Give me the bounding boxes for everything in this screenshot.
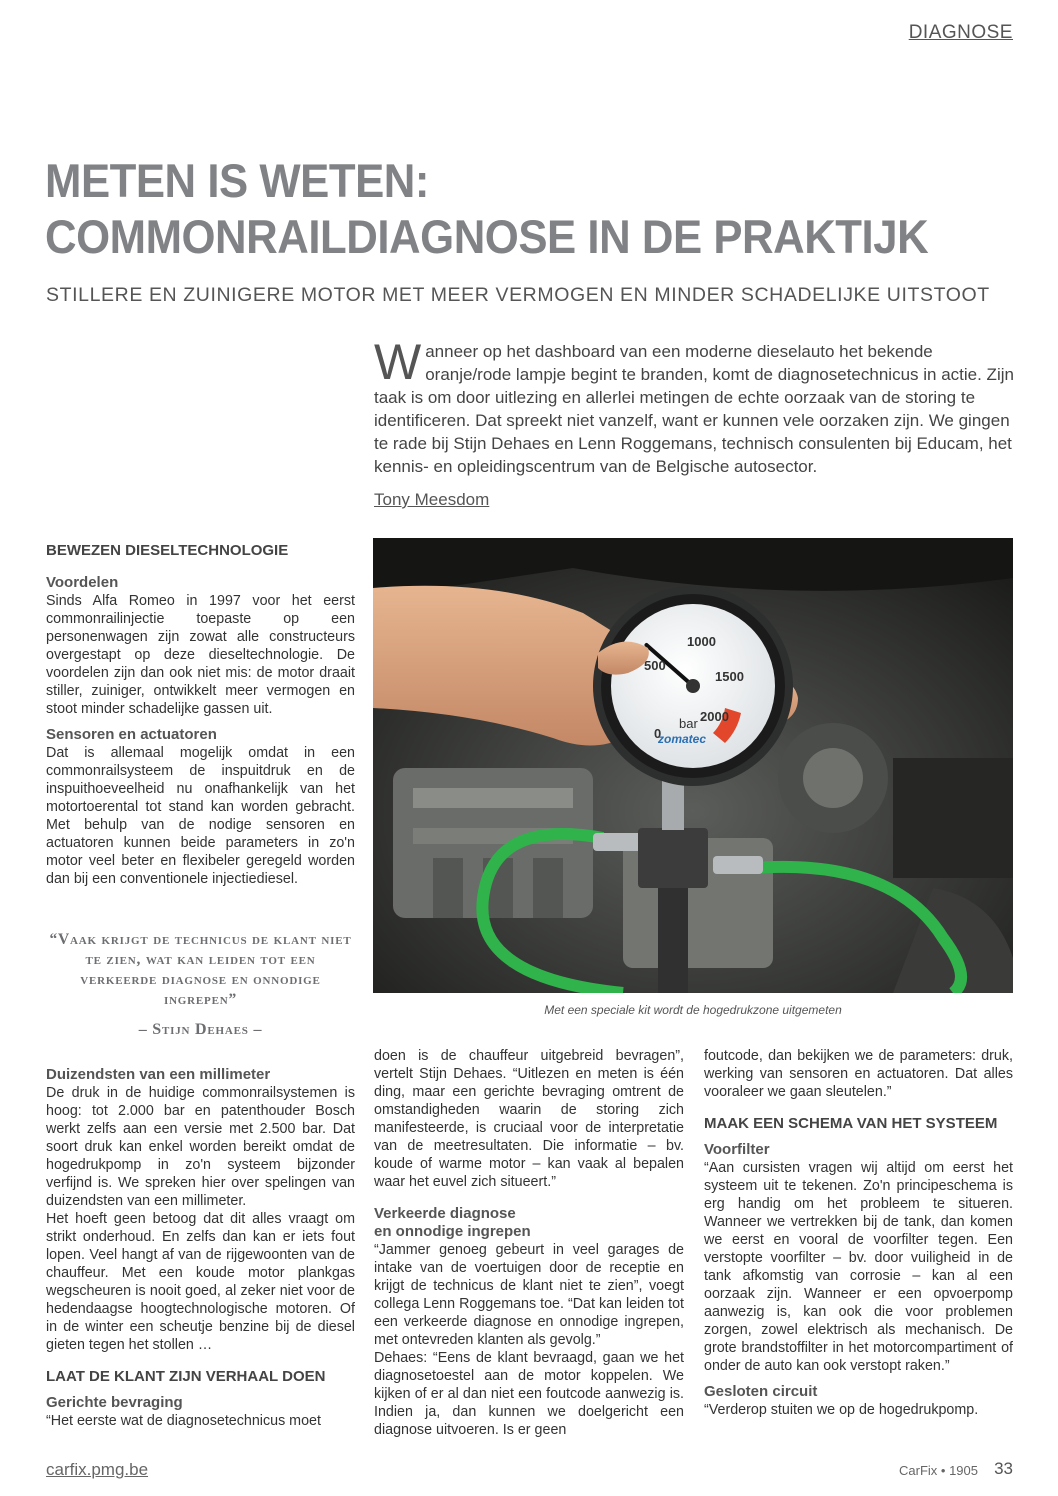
gauge-brand: zomatec [658, 732, 707, 746]
paragraph-voordelen: Sinds Alfa Romeo in 1997 voor het eerst commonrailinjectie toepaste op een personenwagen zijn zowat alle constructeurs overgestapt op deze dieseltechnologie. De voordelen zijn dan ook niet mis: de motor draait stiller, zuiniger, ontwikkelt meer vermogen en stoot minder schadelijke gassen uit. [46, 593, 355, 717]
article-photo [373, 538, 1013, 993]
paragraph-bevraging-start: “Het eerste wat de diagnosetechnicus moet [46, 1413, 321, 1429]
pressure-gauge [593, 586, 793, 786]
section-tag: DIAGNOSE [908, 22, 1013, 43]
gauge-tick-1500: 1500 [715, 669, 744, 684]
article-title [45, 153, 956, 265]
subheading-voordelen: Voordelen [46, 574, 119, 591]
title-line-2: COMMONRAILDIAGNOSE IN DE PRAKTIJK [45, 210, 929, 263]
subheading-voorfilter: Voorfilter [704, 1141, 770, 1158]
subheading-bevraging: Gerichte bevraging [46, 1394, 183, 1411]
intro-text: anneer op het dashboard van een moderne dieselauto het bekende oranje/rode lampje begint te branden, komt de diagnosetechnicus in actie. Zijn taak is om door uitlezing en allerlei metingen de echte oorzaak van de storing te identificeren. Dat spreekt niet vanzelf, want er kunnen vele oorzaken zijn. We gingen te rade bij Stijn Dehaes en Lenn Roggemans, technisch consulenten bij Educam, het kennis- en opleidingscentrum van de Belgische autosector. [374, 342, 1014, 476]
subheading-gesloten-circuit: Gesloten circuit [704, 1383, 818, 1400]
column-middle [374, 1047, 684, 1439]
article-subtitle: STILLERE EN ZUINIGERE MOTOR MET MEER VERMOGEN EN MINDER SCHADELIJKE UITSTOOT [46, 284, 990, 306]
paragraph-sensoren: Dat is allemaal mogelijk omdat in een commonrailsysteem de inspuitdruk en de inspuithoeveelheid nu onafhankelijk van het motortoerental tot stand kan worden gebracht. Met behulp van de nodige sensoren en actuatoren kunnen beide parameters in zo'n motor veel beter en flexibeler geregeld worden dan bij een conventionele injectiediesel. [46, 745, 355, 887]
photo-caption: Met een speciale kit wordt de hogedrukzone uitgemeten [544, 1003, 842, 1017]
footer-url[interactable]: carfix.pmg.be [46, 1460, 149, 1479]
gauge-tick-2000: 2000 [700, 709, 729, 724]
gauge-tick-1000: 1000 [687, 634, 716, 649]
title-line-1: METEN IS WETEN: [45, 154, 429, 207]
pull-quote-text: “Vaak krijgt de technicus de klant niet te zien, wat kan leiden tot een verkeerde diagnose en onnodige ingrepen” [49, 931, 352, 1008]
column-right [704, 1047, 1013, 1419]
pull-quote-author: – Stijn Dehaes – [138, 1021, 263, 1038]
gauge-unit: bar [679, 716, 698, 731]
gauge-tick-500: 500 [644, 658, 666, 673]
paragraph-foutcode-cont: foutcode, dan bekijken we de parameters: druk, werking van sensoren en actuatoren. Dat alles vooraleer we gaan sleutelen.” [704, 1048, 1013, 1100]
subheading-millimeter: Duizendsten van een millimeter [46, 1066, 271, 1083]
paragraph-voorfilter: “Aan cursisten vragen wij altijd om eerst het systeem uit te tekenen. Zo'n principeschema is erg handig om het probleem te situeren. Wanneer we vertrekken bij de tank, dan komen we eerst en vooral de voorfilter tegen. Een verstopte voorfilter – bv. door vuiligheid in de tank afkomstig van corrosie – kan al een oorzaak zijn. Wanneer er een opvoerpomp aanwezig is, kan ook die voor problemen zorgen, zowel elektrisch als mechanisch. De grote brandstoffilter in het motorcompartiment of onder de auto kan ook verstopt raken.” [704, 1160, 1013, 1374]
paragraph-foutcode-start: Dehaes: “Eens de klant bevraagd, gaan we het diagnosetoestel aan de motor koppelen. We kijken of er al dan niet een foutcode aanwezig is. Indien ja, dan kunnen we doelgericht een diagnose uitvoeren. Is er geen [374, 1350, 684, 1438]
section-heading-diesel: BEWEZEN DIESELTECHNOLOGIE [46, 542, 289, 559]
footer-magazine: CarFix • 1905 [899, 1463, 978, 1478]
section-heading-klant: LAAT DE KLANT ZIJN VERHAAL DOEN [46, 1368, 326, 1385]
section-heading-schema: MAAK EEN SCHEMA VAN HET SYSTEEM [704, 1115, 998, 1132]
subheading-verkeerde-line1: Verkeerde diagnose [374, 1205, 516, 1222]
subheading-verkeerde-line2: en onnodige ingrepen [374, 1223, 531, 1240]
engine-photo-illustration [373, 538, 1013, 993]
subheading-sensoren: Sensoren en actuatoren [46, 726, 217, 743]
column-left-top [46, 542, 355, 888]
intro-paragraph [374, 334, 1014, 478]
paragraph-onderhoud: Het hoeft geen betoog dat dit alles vraagt om strikt onderhoud. En zelfs dan kan er iets fout lopen. Veel hangt af van de rijgewoonten van de chauffeur. Met een koude motor plankgas wegscheuren is nooit goed, al zeker niet voor de hedendaagse hoogtechnologische motoren. Of in de winter een scheutje benzine bij de diesel gieten tegen het stollen … [46, 1211, 355, 1353]
gauge-tick-0: 0 [654, 726, 662, 741]
column-left-bottom [46, 1066, 355, 1430]
paragraph-millimeter: De druk in de huidige commonrailsystemen is hoog: tot 2.000 bar en patenthouder Bosch werkt zelfs aan een versie met 2.500 bar. Dat soort druk kan enkel worden bereikt omdat de hogedrukpomp in zo'n systeem bijzonder verfijnd is. We spreken hier over spelingen van duizendsten van een millimeter. [46, 1085, 355, 1209]
t-block [638, 828, 708, 888]
subheading-verkeerde-diagnose [374, 1205, 684, 1241]
page-number: 33 [994, 1459, 1013, 1478]
author-byline: Tony Meesdom [374, 490, 490, 509]
paragraph-bevraging-cont: doen is de chauffeur uitgebreid bevragen”, vertelt Stijn Dehaes. “Uitlezen en meten is één ding, maar een gerichte bevraging omtrent de omstandigheden waarin de storing zich manifesteerde, is cruciaal voor de interpretatie van de meetresultaten. Die informatie – bv. koude of warme motor – kan vaak al bepalen waar het euvel zich situeert.” [374, 1048, 684, 1190]
paragraph-verkeerde-diagnose: “Jammer genoeg gebeurt in veel garages de intake van de voertuigen door de receptie en krijgt de technicus de klant niet te zien”, voegt collega Lenn Roggemans toe. “Dat kan leiden tot een verkeerde diagnose en onnodige ingrepen, met ontevreden klanten als gevolg.” [374, 1242, 684, 1348]
paragraph-gesloten-circuit: “Verderop stuiten we op de hogedrukpomp. [704, 1402, 979, 1418]
drop-cap: W [374, 334, 422, 390]
pull-quote [46, 930, 355, 1040]
